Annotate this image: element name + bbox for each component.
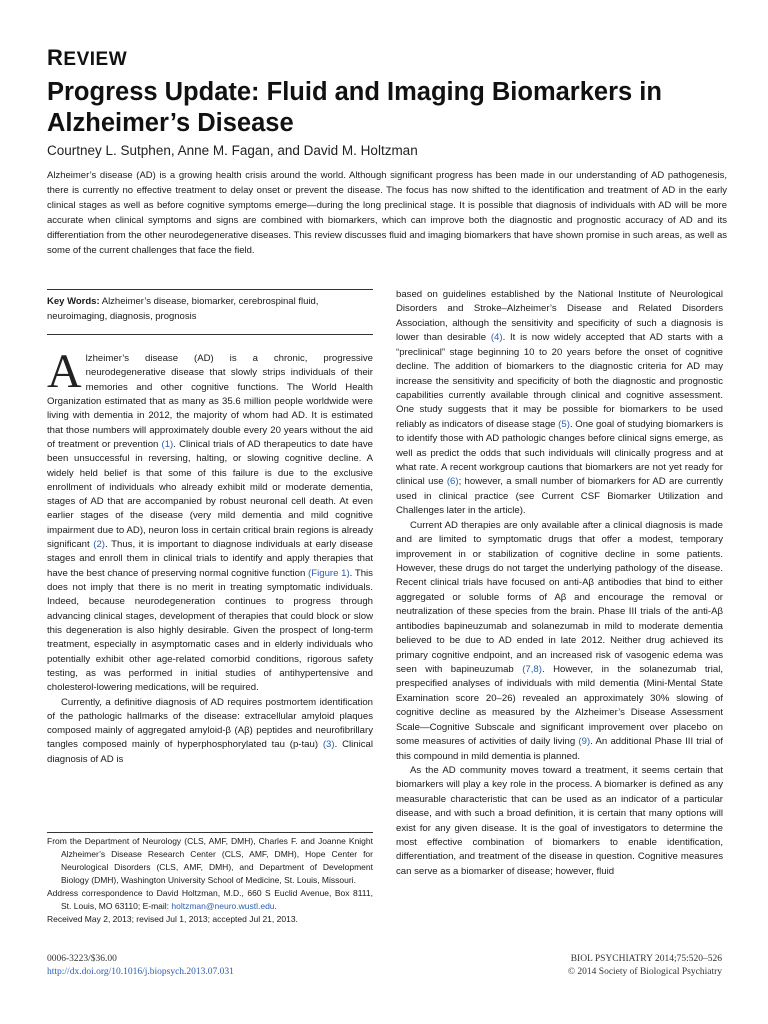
drop-cap: A (47, 352, 82, 398)
footer-right (568, 953, 722, 979)
doi-link[interactable]: http://dx.doi.org/10.1016/j.biopsych.2013.07.031 (47, 967, 234, 977)
affiliation-text: From the Department of Neurology (CLS, AMF, DMH), Charles F. and Joanne Knight Alzheimer’s Disease Research Center (CLS, AMF, DMH), Hope Center for Neurological Disorders (CLS, AMF, DMH), and Department of Development Biology (DMH), Washington University School of Medicine, St. Louis, Missouri. (47, 836, 373, 885)
journal-citation: BIOL PSYCHIATRY 2014;75:520–526 (570, 954, 722, 964)
correspondence-text: Address correspondence to David Holtzman, M.D., 660 S Euclid Avenue, Box 8111, St. Louis, MO 63110; E-mail: holtzman@neuro.wustl.edu. (47, 888, 373, 911)
abstract: Alzheimer’s disease (AD) is a growing health crisis around the world. Although significant progress has been made in our understanding of AD pathogenesis, there is currently no effective treatment to delay onset or prevent the disease. The focus has now shifted to the identification and treatment of AD in the early clinical stages as well as before cognitive symptoms emerge—during the long preclinical stage. It is possible that diagnosis of individuals with AD will be more accurate when clinical symptoms and signs are combined with biomarkers, which can improve both the diagnostic and prognostic accuracy of AD and its differentiation from the other neurodegenerative diseases. This review discusses fluid and imaging biomarkers that have shown promise in such areas, as well as some of the current challenges that face the field. (47, 170, 727, 257)
citation-link[interactable]: (9) (578, 736, 591, 748)
intro-paragraph-2: Currently, a definitive diagnosis of AD requires postmortem identification of the pathologic hallmarks of the disease: extracellular amyloid plaques composed mainly of aggregated amyloid-β (Aβ) peptides and neurofibrillary tangles composed mainly of hyperphosphorylated tau (p-tau) (3). Clinical diagnosis of AD is (47, 696, 373, 765)
citation-link[interactable]: (2) (93, 539, 106, 551)
body-paragraph-3: As the AD community moves toward a treatment, it seems certain that biomarkers will play a key role in the process. A biomarker is defined as any measurable characteristic that can be used as an indicator of a particular disease, and with such a broad definition, it is certain that many options will exist for any given disease. It is the goal of investigators to determine the most effective combination of biomarkers to enable identification, differentiation, and treatment of the disease in question. Cognitive measures can serve as a biomarker of disease; however, fluid (396, 764, 723, 877)
copyright-notice: © 2014 Society of Biological Psychiatry (567, 967, 722, 977)
keywords-box (47, 289, 373, 335)
intro-paragraph-1: Alzheimer’s disease (AD) is a chronic, progressive neurodegenerative disease that slowly strips individuals of their memories and other cognitive functions. The World Health Organization estimated that as many as 35.6 million people worldwide were living with dementia in 2012, the majority of whom had AD. It is estimated that those numbers will approximately double every 20 years without the aid of treatment or prevention (1). Clinical trials of AD therapeutics to date have been unsuccessful in reversing, halting, or slowing cognitive decline. A widely held belief is that some of this failure is due to the exclusive enrollment of individuals who already exhibit mild or moderate dementia, stages of AD that are accompanied by robust neuronal cell death. At even earlier stages of the disease (very mild dementia and mild cognitive impairment due to AD), neuron loss in certain critical brain regions is already significant (2). Thus, it is important to diagnose individuals at early disease stages and enroll them in clinical trials to identify and apply therapies that have the best chance of preserving normal cognitive function (Figure 1). This does not imply that there is no merit in treating symptomatic individuals. Indeed, because neurodegeneration continues to progress through advancing clinical stages, development of therapies that could block or slow this degeneration is also highly desirable. Given the prospect of long-term treatment, especially in asymptomatic cases and in elderly individuals who potentially exhibit other age-related comorbid conditions, rigorous safety testing, as was performed in initial studies of antihypertensive and cholesterol-lowering medications, will be required. (47, 352, 373, 694)
affiliation-footnote (47, 832, 373, 926)
right-column (396, 288, 723, 938)
citation-link[interactable]: (5) (558, 418, 570, 430)
footer-left (47, 953, 234, 979)
received-dates: Received May 2, 2013; revised Jul 1, 2013; accepted Jul 21, 2013. (47, 914, 298, 924)
citation-link[interactable]: (6) (446, 476, 459, 488)
figure-link[interactable]: (Figure 1) (308, 567, 350, 579)
author-list: Courtney L. Sutphen, Anne M. Fagan, and David M. Holtzman (47, 143, 418, 158)
body-paragraph-2: Current AD therapies are only available after a clinical diagnosis is made and are limited to symptomatic drugs that offer a modest, temporary improvement in or stabilization of cognitive decline in some patients. However, these drugs do not target the underlying pathology of the disease. Recent clinical trials have focused on anti-Aβ antibodies that bind to either aggregated or soluble forms of Aβ and encourage the removal or neutralization of these species from the brain. Phase III trials of the anti-Aβ antibodies bapineuzumab and solanezumab in mild to moderate dementia believed to be due to AD ended in late 2012. Neither drug achieved its primary cognitive endpoint, and an increased risk of vasogenic edema was seen with bapineuzumab (7,8). However, in the solanezumab trial, prespecified analyses of individuals with mild dementia (Mini-Mental State Examination score 20–26) revealed an approximately 30% slowing of cognitive decline as measured by the Alzheimer’s Disease Assessment Scale—Cognitive Subscale and significant improvement over placebo on some measures of activities of daily living (9). An additional Phase III trial of this compound in mild dementia is planned. (396, 519, 723, 762)
section-label: REVIEW (47, 45, 128, 70)
body-paragraph-1: based on guidelines established by the National Institute of Neurological Disorders and Stroke–Alzheimer’s Disease and Related Disorders Association, although the sensitivity and specificity of such a diagnosis is lower than desirable (4). It is now widely accepted that AD starts with a “preclinical” stage beginning 10 to 20 years before the onset of cognitive decline. The addition of biomarkers to the diagnostic criteria for AD may increase the sensitivity and specificity of both the diagnostic and prognostic capabilities currently available through clinical and cognitive assessment. One study suggests that it may be possible for biomarkers to be used reliably as indicators of disease stage (5). One goal of studying biomarkers is to identify those with AD pathologic changes before clinical signs emerge, as well as predict the odds that such individuals will clinically progress and at what rate. A recent workgroup cautions that biomarkers are not yet ready for clinical use (6); however, a small number of biomarkers for AD are currently used in clinical practice (see Current CSF Biomarker Utilization and Challenges later in the article). (396, 289, 723, 517)
keywords-text: Alzheimer’s disease, biomarker, cerebrospinal fluid, neuroimaging, diagnosis, prognosis (47, 296, 319, 322)
left-column (47, 352, 373, 822)
issn-price: 0006-3223/$36.00 (47, 954, 117, 964)
email-link[interactable]: holtzman@neuro.wustl.edu (171, 901, 275, 911)
citation-link[interactable]: (7,8) (522, 663, 542, 675)
citation-link[interactable]: (4) (490, 332, 503, 344)
citation-link[interactable]: (3) (322, 739, 335, 751)
citation-link[interactable]: (1) (161, 438, 174, 450)
article-title: Progress Update: Fluid and Imaging Biomarkers in Alzheimer’s Disease (47, 78, 662, 137)
keywords-label: Key Words: (47, 296, 100, 307)
